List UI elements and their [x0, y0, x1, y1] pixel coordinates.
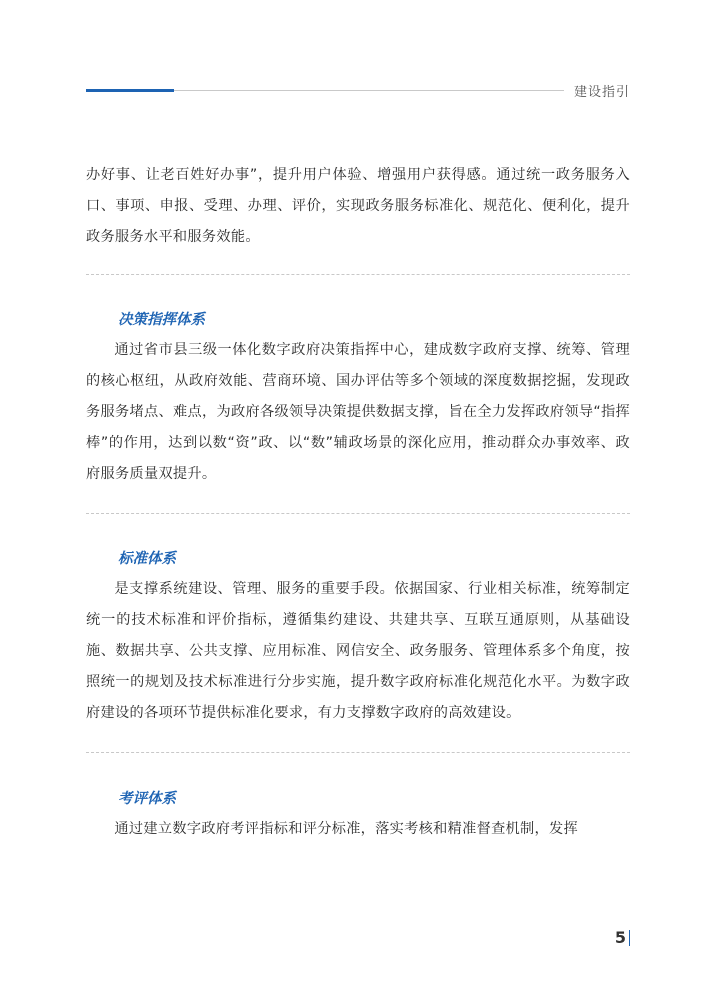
section-paragraph-standards: 是支撑系统建设、管理、服务的重要手段。依据国家、行业相关标准，统筹制定统一的技术标准和评价指标，遵循集约建设、共建共享、互联互通原则，从基础设施、数据共享、公共支撑、应用标准、网信安全、政务服务、管理体系多个角度，按照统一的规划及技术标准进行分步实施，提升数字政府标准化规范化水平。为数字政府建设的各项环节提供标准化要求，有力支撑数字政府的高效建设。	[86, 581, 630, 721]
intro-paragraph: 办好事、让老百姓好办事”，提升用户体验、增强用户获得感。通过统一政务服务入口、事项、申报、受理、办理、评价，实现政务服务标准化、规范化、便利化，提升政务服务水平和服务效能。	[86, 167, 630, 245]
section-title-evaluation: 考评体系	[118, 791, 176, 807]
page-header	[86, 80, 630, 102]
section-paragraph-evaluation: 通过建立数字政府考评指标和评分标准，落实考核和精准督查机制，发挥	[114, 821, 578, 837]
section-divider	[86, 513, 630, 514]
section-title-standards: 标准体系	[118, 551, 176, 567]
page-number: 5	[614, 928, 626, 947]
header-accent-bar	[86, 89, 174, 92]
header-title: 建设指引	[573, 85, 630, 100]
page-number-bar	[629, 930, 630, 946]
section-paragraph-decision-command: 通过省市县三级一体化数字政府决策指挥中心，建成数字政府支撑、统筹、管理的核心枢纽，从政府效能、营商环境、国办评估等多个领域的深度数据挖掘，发现政务服务堵点、难点，为政府各级领导决策提供数据支撑，旨在全力发挥政府领导“指挥棒”的作用，达到以数“资”政、以“数”辅政场景的深化应用，推动群众办事效率、政府服务质量双提升。	[86, 342, 630, 482]
section-divider	[86, 752, 630, 753]
section-title-decision-command: 决策指挥体系	[118, 312, 205, 328]
section-divider	[86, 274, 630, 275]
page-content	[86, 160, 630, 845]
